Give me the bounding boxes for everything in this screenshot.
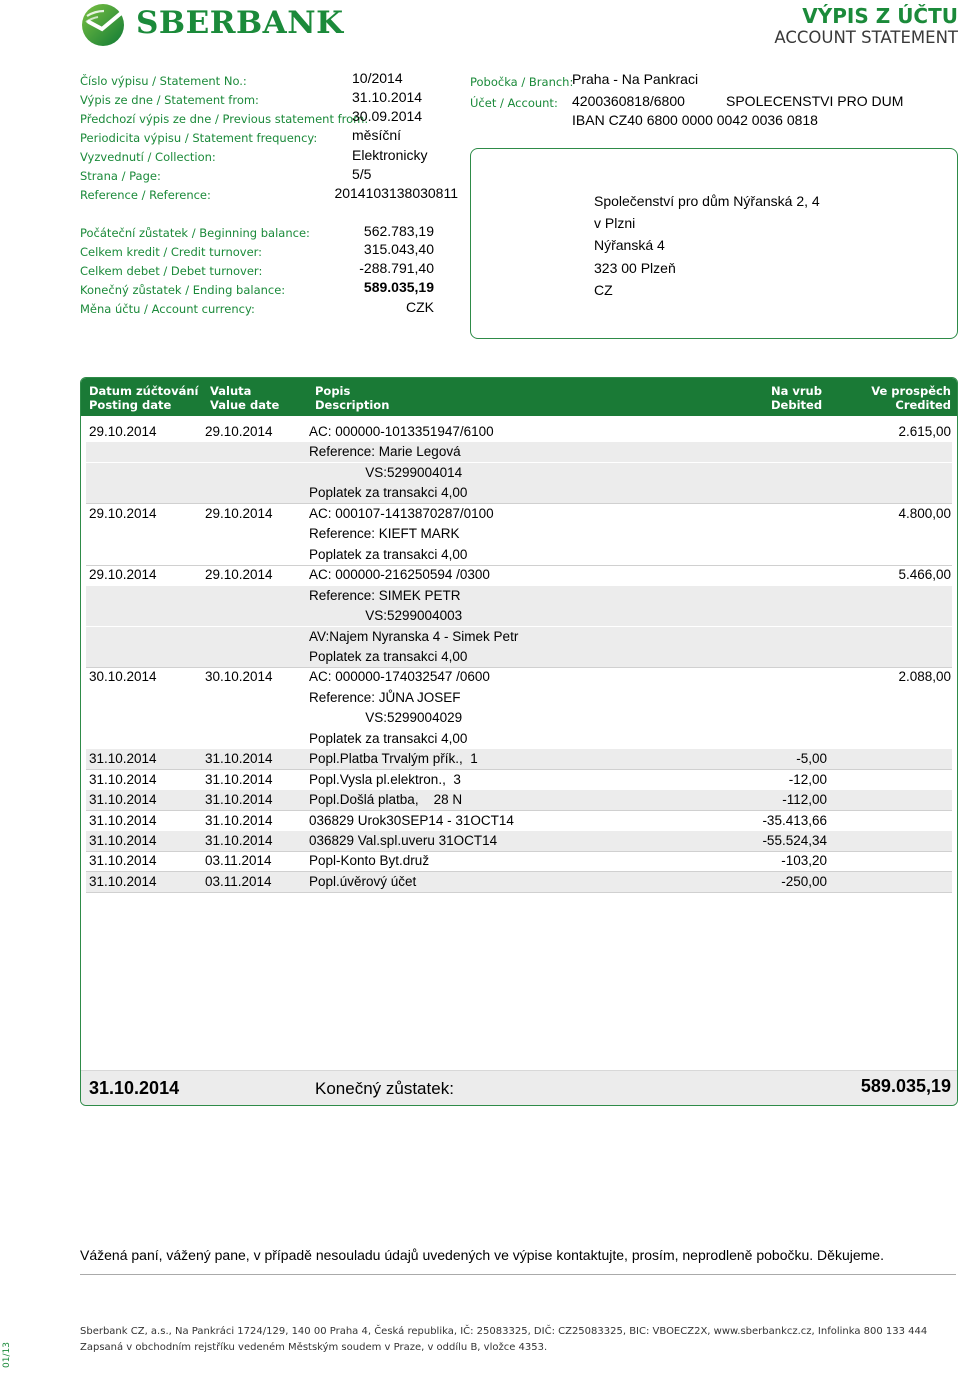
- description-cell: AC: 000000-1013351947/6100: [309, 424, 494, 439]
- table-row: [86, 483, 952, 504]
- table-row: [86, 831, 952, 852]
- description-cell: VS:5299004014: [309, 464, 463, 480]
- description-cell: Poplatek za transakci 4,00: [309, 546, 468, 562]
- col-credited-cz: Ve prospěch: [871, 384, 951, 398]
- credit-turnover-label: Celkem kredit / Credit turnover:: [80, 245, 263, 259]
- ending-balance-row-label: Konečný zůstatek:: [315, 1079, 454, 1098]
- credit-turnover-value: 315.043,40: [363, 241, 434, 257]
- description-cell: AC: 000000-216250594 /0300: [309, 567, 490, 583]
- posting-date-cell: 31.10.2014: [89, 771, 157, 787]
- address-box: [470, 148, 958, 339]
- table-row: [86, 790, 952, 811]
- description-cell: Reference: JŮNA JOSEF: [309, 689, 461, 705]
- page-label: Strana / Page:: [80, 169, 161, 183]
- debited-cell: -112,00: [782, 792, 827, 808]
- collection-label: Vyzvednutí / Collection:: [80, 150, 216, 164]
- statement-title-cz: VÝPIS Z ÚČTU: [802, 4, 958, 28]
- collection-value: Elektronicky: [352, 147, 428, 163]
- table-row: [86, 524, 952, 544]
- col-posting-date: [89, 384, 198, 412]
- col-debited-cz: Na vrub: [771, 384, 822, 398]
- description-cell: Poplatek za transakci 4,00: [309, 730, 468, 746]
- description-cell: Reference: SIMEK PETR: [309, 587, 461, 603]
- frequency-label: Periodicita výpisu / Statement frequency:: [80, 131, 318, 145]
- posting-date-cell: 31.10.2014: [89, 751, 157, 767]
- form-code: 01/13: [1, 1342, 12, 1368]
- table-row: [86, 851, 952, 872]
- description-cell: Popl-Konto Byt.druž: [309, 853, 430, 869]
- value-date-cell: 31.10.2014: [205, 771, 273, 787]
- posting-date-cell: 31.10.2014: [89, 812, 157, 828]
- address-line-3: Nýřanská 4: [594, 237, 665, 253]
- statement-no-label: Číslo výpisu / Statement No.:: [80, 74, 247, 88]
- description-cell: Poplatek za transakci 4,00: [309, 485, 468, 501]
- bank-footer-line-2: Zapsaná v obchodním rejstříku vedeném Městským soudem v Praze, v oddílu B, vložce 4353.: [80, 1342, 548, 1353]
- value-date-cell: 03.11.2014: [205, 853, 272, 869]
- account-label: Účet / Account:: [470, 96, 558, 110]
- col-value-date: [210, 384, 279, 412]
- value-date-cell: 03.11.2014: [205, 873, 272, 889]
- branch-value: Praha - Na Pankraci: [572, 71, 699, 87]
- debited-cell: -103,20: [781, 853, 827, 869]
- debet-turnover-value: -288.791,40: [359, 260, 434, 276]
- debited-cell: -250,00: [781, 873, 827, 889]
- col-description-en: Description: [315, 398, 390, 412]
- posting-date-cell: 30.10.2014: [89, 669, 157, 685]
- bank-footer-line-1: Sberbank CZ, a.s., Na Pankráci 1724/129, 140 00 Praha 4, Česká republika, IČ: 25083325, DIČ: CZ25083325, BIC: VBOECZ2X, www.sberbankcz.cz, Infolinka 800 133 444: [80, 1326, 928, 1337]
- beginning-balance-value: 562.783,19: [363, 223, 434, 239]
- table-row: [86, 545, 952, 566]
- account-name: SPOLECENSTVI PRO DUM: [726, 93, 904, 109]
- value-date-cell: 29.10.2014: [205, 505, 273, 521]
- posting-date-cell: 29.10.2014: [89, 567, 157, 583]
- col-description-cz: Popis: [315, 384, 351, 398]
- table-row: [86, 504, 952, 524]
- col-debited-en: Debited: [771, 398, 823, 412]
- statement-from-value: 31.10.2014: [352, 89, 423, 105]
- value-date-cell: 31.10.2014: [205, 751, 273, 767]
- frequency-value: měsíční: [352, 127, 402, 143]
- value-date-cell: 31.10.2014: [205, 833, 273, 848]
- posting-date-cell: 29.10.2014: [89, 505, 157, 521]
- description-cell: Poplatek za transakci 4,00: [309, 648, 468, 664]
- posting-date-cell: 31.10.2014: [89, 792, 157, 808]
- table-row: [86, 811, 952, 832]
- statement-no-value: 10/2014: [352, 70, 403, 86]
- value-date-cell: 29.10.2014: [205, 424, 273, 439]
- account-iban: IBAN CZ40 6800 0000 0042 0036 0818: [572, 112, 818, 128]
- description-cell: Popl.Platba Trvalým přík., 1: [309, 751, 478, 767]
- table-row: [86, 749, 952, 770]
- table-row: [86, 442, 952, 462]
- description-cell: Popl.úvěrový účet: [309, 873, 417, 889]
- address-line-1: Společenství pro dům Nýřanská 2, 4: [594, 193, 820, 209]
- col-credited: [871, 384, 951, 412]
- col-debited: [771, 384, 823, 412]
- previous-statement-label: Předchozí výpis ze dne / Previous statement from:: [80, 112, 369, 126]
- table-row: [86, 688, 952, 708]
- account-currency-label: Měna účtu / Account currency:: [80, 302, 255, 316]
- ending-balance-date: 31.10.2014: [89, 1078, 180, 1098]
- posting-date-cell: 31.10.2014: [89, 833, 157, 848]
- previous-statement-value: 30.09.2014: [352, 108, 423, 124]
- table-row: [86, 422, 952, 442]
- bank-name: SBERBANK: [136, 5, 344, 41]
- value-date-cell: 30.10.2014: [205, 669, 273, 685]
- ending-balance-value: 589.035,19: [363, 279, 434, 295]
- page-value: 5/5: [352, 166, 372, 182]
- transactions-table: [80, 377, 958, 1106]
- posting-date-cell: 31.10.2014: [89, 873, 157, 889]
- description-cell: Reference: KIEFT MARK: [309, 526, 460, 542]
- statement-info: [80, 68, 465, 208]
- col-credited-en: Credited: [895, 398, 951, 412]
- address-line-2: v Plzni: [594, 215, 636, 231]
- col-posting-date-cz: Datum zúčtování: [89, 384, 199, 398]
- table-row: [86, 627, 952, 647]
- description-cell: VS:5299004003: [309, 608, 463, 624]
- beginning-balance-label: Počáteční zůstatek / Beginning balance:: [80, 226, 310, 240]
- credited-cell: 2.088,00: [898, 669, 951, 685]
- debited-cell: -12,00: [788, 771, 827, 787]
- reference-value: 2014103138030811: [334, 185, 458, 201]
- posting-date-cell: 31.10.2014: [89, 853, 157, 869]
- posting-date-cell: 29.10.2014: [89, 424, 157, 439]
- description-cell: 036829 Val.spl.uveru 31OCT14: [309, 833, 498, 848]
- table-row: [86, 586, 952, 606]
- description-cell: AC: 000107-1413870287/0100: [309, 505, 494, 521]
- value-date-cell: 31.10.2014: [205, 812, 273, 828]
- ending-balance-row: [81, 1070, 957, 1105]
- description-cell: Popl.Došlá platba, 28 N: [309, 792, 463, 808]
- statement-title-en: ACCOUNT STATEMENT: [774, 28, 958, 47]
- credited-cell: 4.800,00: [898, 505, 951, 521]
- table-row: [86, 647, 952, 668]
- col-description: [315, 384, 389, 412]
- table-row: [86, 708, 952, 728]
- value-date-cell: 29.10.2014: [205, 567, 273, 583]
- address-line-5: CZ: [594, 282, 613, 298]
- debited-cell: -5,00: [796, 751, 827, 767]
- table-row: [86, 606, 952, 626]
- ending-balance-amount: 589.035,19: [860, 1076, 951, 1096]
- description-cell: Reference: Marie Legová: [309, 444, 461, 460]
- description-cell: AC: 000000-174032547 /0600: [309, 669, 490, 685]
- credited-cell: 5.466,00: [898, 567, 951, 583]
- debet-turnover-label: Celkem debet / Debet turnover:: [80, 264, 263, 278]
- table-row: [86, 872, 952, 893]
- col-posting-date-en: Posting date: [89, 398, 172, 412]
- col-value-date-cz: Valuta: [210, 384, 252, 398]
- notice-divider: [80, 1274, 956, 1275]
- sberbank-logo-icon: [80, 2, 126, 48]
- description-cell: 036829 Urok30SEP14 - 31OCT14: [309, 812, 514, 828]
- table-row: [86, 565, 952, 585]
- statement-from-label: Výpis ze dne / Statement from:: [80, 93, 259, 107]
- table-row: [86, 667, 952, 687]
- description-cell: AV:Najem Nyranska 4 - Simek Petr: [309, 628, 519, 644]
- table-row: [86, 463, 952, 483]
- table-header: [81, 378, 957, 416]
- bank-logo: [80, 2, 344, 48]
- table-row: [86, 770, 952, 791]
- credited-cell: 2.615,00: [898, 424, 951, 439]
- value-date-cell: 31.10.2014: [205, 792, 273, 808]
- description-cell: Popl.Vysla pl.elektron., 3: [309, 771, 461, 787]
- customer-notice: Vážená paní, vážený pane, v případě nesouladu údajů uvedených ve výpise kontaktujte, prosím, neprodleně pobočku. Děkujeme.: [80, 1247, 884, 1263]
- ending-balance-label: Konečný zůstatek / Ending balance:: [80, 283, 286, 297]
- account-number: 4200360818/6800: [572, 93, 685, 109]
- table-row: [86, 729, 952, 750]
- branch-label: Pobočka / Branch:: [470, 75, 574, 89]
- col-value-date-en: Value date: [210, 398, 280, 412]
- balance-summary: [80, 222, 440, 318]
- account-currency-value: CZK: [406, 299, 434, 315]
- address-line-4: 323 00 Plzeň: [594, 260, 676, 276]
- description-cell: VS:5299004029: [309, 710, 463, 726]
- debited-cell: -55.524,34: [762, 833, 827, 848]
- reference-label: Reference / Reference:: [80, 188, 211, 202]
- debited-cell: -35.413,66: [762, 812, 827, 828]
